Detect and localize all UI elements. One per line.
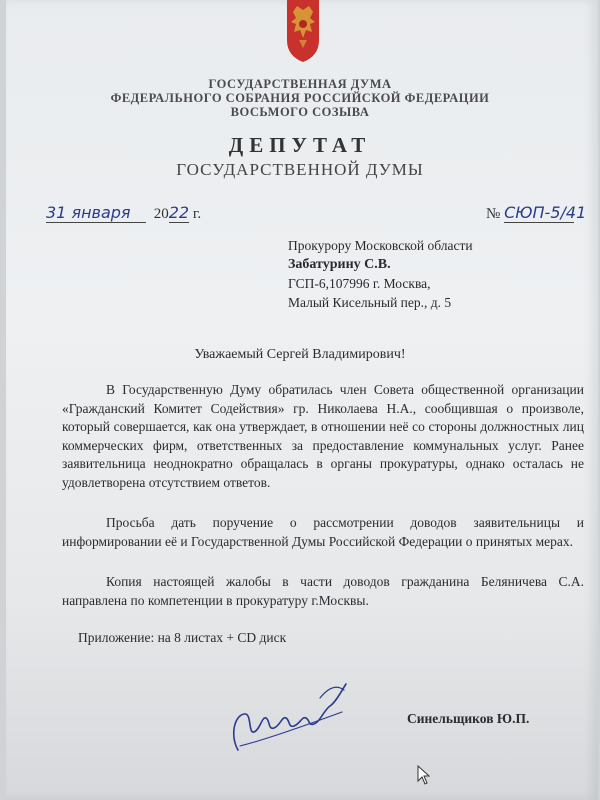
salutation: Уважаемый Сергей Владимирович! [194,347,406,362]
body-paragraph-1-text: В Государственную Думу обратилась член Совета общественной организации «Гражданский Комитет Содействия» гр. Николаева Н.А., сообщившая о произволе, который совершается, как она утверждает, в отношении неё со стороны должностных лиц коммерческих фирм, ответственных за предоставление коммунальных услуг. Ранее заявительница неоднократно обращалась в органы прокуратуры, однако осталась не удовлетворена отсутствием ответов. [62,382,584,490]
org-line-3: ВОСЬМОГО СОЗЫВА [230,105,370,119]
signatory-name: Синельщиков Ю.П. [407,711,530,726]
org-line-1: ГОСУДАРСТВЕННАЯ ДУМА [208,77,392,91]
attachment-note: Приложение: на 8 листах + CD диск [78,630,287,645]
reference-prefix: № [486,206,501,222]
addressee-name: Забатурину С.В. [288,257,391,272]
date-year-unit: г. [192,206,202,222]
body-paragraph-2 [62,514,584,551]
org-line-2: ФЕДЕРАЛЬНОГО СОБРАНИЯ РОССИЙСКОЙ ФЕДЕРАЦИИ [110,91,490,105]
coat-of-arms-icon [285,0,321,62]
reference-line [486,203,587,223]
addressee-street: Малый Кисельный пер., д. 5 [288,295,452,310]
document-subtitle: ГОСУДАРСТВЕННОЙ ДУМЫ [176,160,424,179]
addressee-title: Прокурору Московской области [288,238,473,253]
reference-number: СЮП-5/41 [504,203,587,222]
date-day-month: 31 января [46,203,146,223]
date-line [46,203,201,223]
mouse-cursor-icon [417,765,431,785]
document-title: ДЕПУТАТ [228,133,372,157]
addressee-postal: ГСП-6,107996 г. Москва, [288,276,431,291]
body-paragraph-3 [62,573,584,610]
body-paragraph-3-text: Копия настоящей жалобы в части доводов гражданина Беляничева С.А. направлена по компетенции в прокуратуру г.Москвы. [62,574,584,608]
date-year-prefix: 20 [153,206,169,222]
handwritten-signature [224,676,356,756]
date-year-suffix: 22 [168,203,190,222]
body-paragraph-2-text: Просьба дать поручение о рассмотрении доводов заявительницы и информировании её и Государственной Думы Российской Федерации о принятых мерах. [62,515,584,549]
body-paragraph-1 [62,381,584,492]
